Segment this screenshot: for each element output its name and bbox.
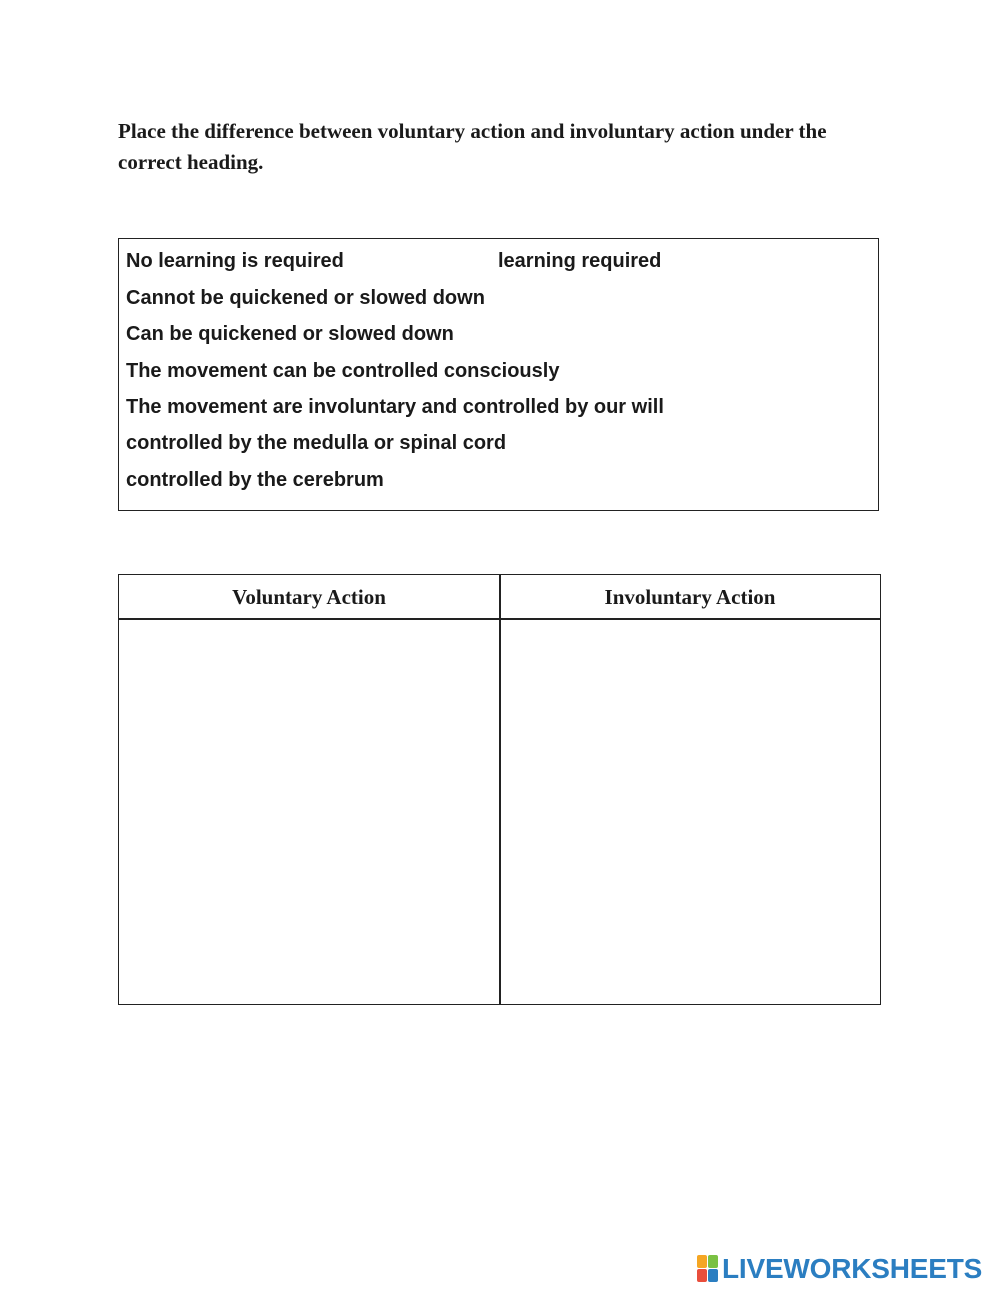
draggable-item[interactable]: The movement are involuntary and controlled by our will <box>126 396 664 418</box>
draggable-item[interactable]: No learning is required <box>126 250 344 272</box>
draggable-item[interactable]: Can be quickened or slowed down <box>126 323 454 345</box>
draggable-item[interactable]: learning required <box>498 250 662 272</box>
brand-text: LIVEWORKSHEETS <box>722 1253 983 1284</box>
liveworksheets-brand <box>697 1252 982 1286</box>
sorting-table <box>118 574 881 1005</box>
involuntary-action-heading: Involuntary Action <box>604 585 776 609</box>
draggable-item[interactable]: controlled by the cerebrum <box>126 469 384 491</box>
liveworksheets-logo-icon <box>697 1255 719 1283</box>
draggable-item[interactable]: The movement can be controlled consciously <box>126 360 560 382</box>
word-bank <box>118 238 879 511</box>
draggable-item[interactable]: controlled by the medulla or spinal cord <box>126 432 507 454</box>
instruction-text: Place the difference between voluntary action and involuntary action under the correct heading. <box>118 119 827 174</box>
voluntary-drop-zone[interactable] <box>119 620 498 1004</box>
involuntary-drop-zone[interactable] <box>501 620 879 1004</box>
voluntary-action-heading: Voluntary Action <box>232 585 386 609</box>
draggable-item[interactable]: Cannot be quickened or slowed down <box>126 287 485 309</box>
